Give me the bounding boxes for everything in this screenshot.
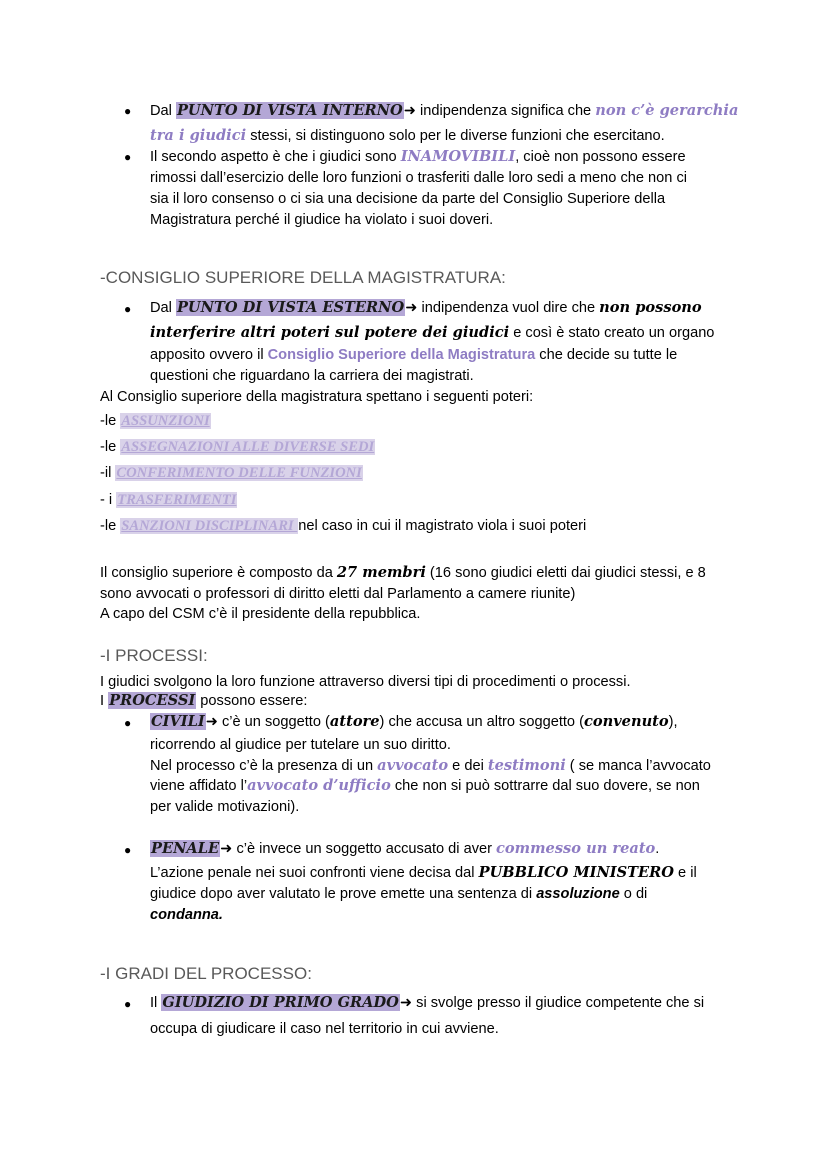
paragraph-line: viene affidato l’avvocato d’ufficio che non si può sottrarre dal suo dovere, se non [150,777,700,794]
paragraph-line: interferire altri poteri sul potere dei giudici e così è stato creato un organo [150,324,715,341]
bullet-icon: ● [124,843,132,857]
list-item: -il CONFERIMENTO DELLE FUNZIONI [100,465,362,481]
paragraph-line: Nel processo c’è la presenza di un avvocato e dei testimoni ( se manca l’avvocato [150,757,711,774]
paragraph-line: Dal PUNTO DI VISTA ESTERNO➜ indipendenza vuol dire che non possono [150,299,702,316]
paragraph-line: sono avvocati o professori di diritto eletti dal Parlamento a camere riunite) [100,586,576,602]
list-item: -le ASSUNZIONI [100,413,210,429]
paragraph-line: Magistratura perché il giudice ha violato i suoi doveri. [150,212,494,228]
paragraph-line: L’azione penale nei suoi confronti viene decisa dal PUBBLICO MINISTERO e il [150,864,697,881]
list-item: -le ASSEGNAZIONI ALLE DIVERSE SEDI [100,439,375,455]
paragraph-line: sia il loro consenso o ci sia una decisione da parte del Consiglio Superiore della [150,191,666,207]
paragraph-line: rimossi dall’esercizio delle loro funzioni o trasferiti dalle loro sedi a meno che non ci [150,170,687,186]
paragraph-line: Dal PUNTO DI VISTA INTERNO➜ indipendenza significa che non c’è gerarchia [150,102,739,119]
bullet-icon: ● [124,716,132,730]
paragraph-line: condanna. [150,907,223,923]
section-heading: -I PROCESSI: [100,646,208,665]
paragraph-line: Il secondo aspetto è che i giudici sono INAMOVIBILI, cioè non possono essere [150,148,686,165]
paragraph-line: per valide motivazioni). [150,799,300,815]
list-item: -le SANZIONI DISCIPLINARI nel caso in cui il magistrato viola i suoi poteri [100,518,587,534]
paragraph-line: PENALE➜ c’è invece un soggetto accusato di aver commesso un reato. [151,840,660,857]
paragraph-line: occupa di giudicare il caso nel territorio in cui avviene. [150,1021,499,1037]
paragraph-line: Al Consiglio superiore della magistratura spettano i seguenti poteri: [100,389,534,405]
bullet-icon: ● [124,302,132,316]
paragraph-line: ricorrendo al giudice per tutelare un suo diritto. [150,737,451,753]
paragraph-line: Il GIUDIZIO DI PRIMO GRADO➜ si svolge presso il giudice competente che si [150,994,705,1011]
bullet-icon: ● [124,150,132,164]
paragraph-line: tra i giudici stessi, si distinguono solo per le diverse funzioni che esercitano. [150,127,665,144]
paragraph-line: I PROCESSI possono essere: [100,692,308,709]
highlight-term: PUNTO DI VISTA INTERNO [176,102,403,119]
section-heading: -I GRADI DEL PROCESSO: [100,964,312,983]
paragraph-line: giudice dopo aver valutato le prove emette una sentenza di assoluzione o di [150,886,648,902]
paragraph-line: A capo del CSM c’è il presidente della repubblica. [100,606,421,622]
section-heading: -CONSIGLIO SUPERIORE DELLA MAGISTRATURA: [100,268,506,287]
list-item: - i TRASFERIMENTI [100,492,237,508]
paragraph-line: apposito ovvero il Consiglio Superiore della Magistratura che decide su tutte le [150,347,678,363]
paragraph-line: I giudici svolgono la loro funzione attraverso diversi tipi di procedimenti o processi. [100,674,631,690]
paragraph-line: Il consiglio superiore è composto da 27 membri (16 sono giudici eletti dai giudici stessi, e 8 [100,564,706,581]
paragraph-line: CIVILI➜ c’è un soggetto (attore) che accusa un altro soggetto (convenuto), [151,713,678,730]
bullet-icon: ● [124,104,132,118]
paragraph-line: questioni che riguardano la carriera dei magistrati. [150,368,474,384]
bullet-icon: ● [124,997,132,1011]
